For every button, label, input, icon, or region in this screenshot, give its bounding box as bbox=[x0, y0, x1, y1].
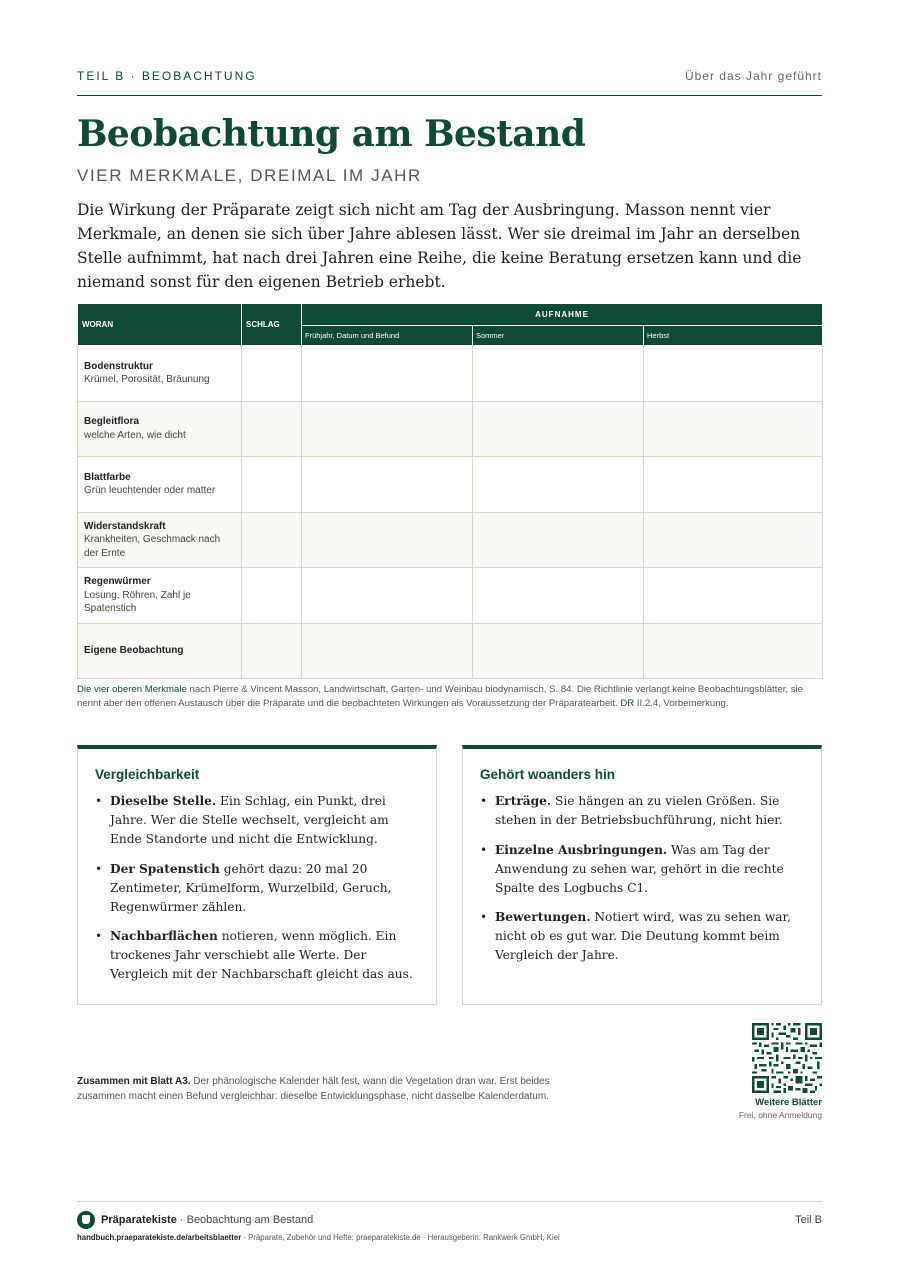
column-header-schlag: SCHLAG bbox=[242, 304, 302, 346]
row-description: Losung, Röhren, Zahl je Spatenstich bbox=[84, 589, 191, 614]
footer-url[interactable]: handbuch.praeparatekiste.de/arbeitsblaetter bbox=[77, 1233, 242, 1242]
bullet-list bbox=[95, 792, 418, 984]
item-lead: Dieselbe Stelle. bbox=[110, 794, 217, 808]
row-title: Eigene Beobachtung bbox=[84, 645, 184, 656]
fruehjahr-cell[interactable] bbox=[302, 346, 473, 402]
box-title: Vergleichbarkeit bbox=[95, 767, 200, 782]
herbst-cell[interactable] bbox=[644, 512, 823, 568]
footer-part: Teil B bbox=[795, 1214, 822, 1226]
row-title: Begleitflora bbox=[84, 416, 140, 428]
row-label-cell bbox=[78, 512, 242, 568]
sommer-cell[interactable] bbox=[473, 512, 644, 568]
fruehjahr-cell[interactable] bbox=[302, 568, 473, 624]
sommer-cell[interactable] bbox=[473, 346, 644, 402]
list-item bbox=[480, 908, 803, 965]
page-title: Beobachtung am Bestand bbox=[77, 113, 586, 155]
bullet-list bbox=[480, 792, 803, 965]
note-lead: Die vier oberen Merkmale bbox=[77, 684, 187, 695]
brand-name: Präparatekiste bbox=[101, 1214, 177, 1226]
row-title: Regenwürmer bbox=[84, 576, 151, 587]
row-description: Grün leuchtender oder matter bbox=[84, 485, 216, 497]
row-label-cell bbox=[78, 568, 242, 624]
item-text: Notiert wird, was zu sehen war, nicht ob es gut war. Die Deutung kommt beim Vergleich der Jahre. bbox=[495, 910, 791, 962]
schlag-cell[interactable] bbox=[242, 568, 302, 624]
schlag-cell[interactable] bbox=[242, 512, 302, 568]
schlag-cell[interactable] bbox=[242, 457, 302, 513]
item-lead: Bewertungen. bbox=[495, 910, 591, 924]
herbst-cell[interactable] bbox=[644, 346, 823, 402]
herbst-cell[interactable] bbox=[644, 401, 823, 457]
table-row bbox=[78, 623, 823, 679]
note-lead: Zusammen mit Blatt A3. bbox=[77, 1076, 191, 1087]
intro-paragraph: Die Wirkung der Präparate zeigt sich nicht am Tag der Ausbringung. Masson nennt vier Merkmale, an denen sie sich über Jahre ablesen lässt. Wer sie dreimal im Jahr an derselben Stelle aufnimmt, hat nach drei Jahren eine Reihe, die keine Beratung ersetzen kann und die niemand sonst für den eigenen Betrieb erhebt. bbox=[77, 201, 802, 291]
row-label-cell bbox=[78, 623, 242, 679]
footer-doc-title: · Beobachtung am Bestand bbox=[176, 1214, 314, 1226]
sommer-cell[interactable] bbox=[473, 623, 644, 679]
footer-meta-text: · Präparate, Zubehör und Hefte: praeparatekiste.de · Herausgeberin: Rankwerk GmbH, Kiel bbox=[241, 1233, 560, 1242]
schlag-cell[interactable] bbox=[242, 623, 302, 679]
fruehjahr-cell[interactable] bbox=[302, 623, 473, 679]
sommer-cell[interactable] bbox=[473, 401, 644, 457]
item-text: notieren, wenn möglich. Ein trockenes Jahr verschiebt alle Werte. Der Vergleich mit der Nachbarschaft gleicht das aus. bbox=[110, 929, 413, 981]
section-label: TEIL B · BEOBACHTUNG bbox=[77, 69, 257, 83]
fruehjahr-cell[interactable] bbox=[302, 512, 473, 568]
item-text: gehört dazu: 20 mal 20 Zentimeter, Krümelform, Wurzelbild, Geruch, Regenwürmer zählen. bbox=[110, 861, 392, 914]
list-item bbox=[480, 792, 803, 830]
table-row bbox=[78, 512, 823, 568]
footer-meta bbox=[77, 1233, 560, 1242]
page-subtitle: VIER MERKMALE, DREIMAL IM JAHR bbox=[77, 166, 422, 185]
sommer-cell[interactable] bbox=[473, 457, 644, 513]
table-row bbox=[78, 401, 823, 457]
belongs-elsewhere-box bbox=[462, 745, 822, 1005]
row-title: Blattfarbe bbox=[84, 471, 131, 483]
item-text: Was am Tag der Anwendung zu sehen war, gehört in die rechte Spalte des Logbuchs C1. bbox=[495, 842, 784, 895]
fruehjahr-cell[interactable] bbox=[302, 401, 473, 457]
schlag-cell[interactable] bbox=[242, 346, 302, 402]
row-label-cell bbox=[78, 401, 242, 457]
row-label-cell bbox=[78, 457, 242, 513]
note-ref-text: II.2.4, Vorbemerkung. bbox=[634, 697, 729, 709]
row-description: Krümel, Porosität, Bräunung bbox=[84, 374, 210, 386]
observation-table bbox=[77, 303, 823, 679]
footer-divider bbox=[77, 1201, 822, 1202]
list-item bbox=[480, 841, 803, 898]
column-header-woran: WORAN bbox=[78, 304, 242, 346]
table-row bbox=[78, 457, 823, 513]
cross-reference-note bbox=[77, 1074, 577, 1104]
item-lead: Der Spatenstich bbox=[110, 861, 220, 876]
row-label-cell bbox=[78, 346, 242, 402]
qr-sublabel: Frei, ohne Anmeldung bbox=[738, 1110, 822, 1120]
list-item bbox=[95, 927, 418, 984]
item-text: Sie hängen an zu vielen Größen. Sie stehen in der Betriebsbuchführung, nicht hier. bbox=[495, 794, 783, 827]
column-header-herbst: Herbst bbox=[644, 326, 823, 346]
schlag-cell[interactable] bbox=[242, 401, 302, 457]
header-tagline: Über das Jahr geführt bbox=[684, 69, 822, 83]
column-header-aufnahme: AUFNAHME bbox=[302, 304, 823, 326]
row-title: Bodenstruktur bbox=[84, 360, 153, 372]
list-item bbox=[95, 792, 418, 849]
item-lead: Nachbarflächen bbox=[110, 929, 218, 943]
box-title: Gehört woanders hin bbox=[480, 767, 616, 782]
item-lead: Einzelne Ausbringungen. bbox=[495, 842, 668, 857]
row-title: Widerstandskraft bbox=[84, 520, 166, 532]
qr-code-icon[interactable] bbox=[752, 1023, 822, 1093]
table-row bbox=[78, 568, 823, 624]
note-text: Der phänologische Kalender hält fest, wann die Vegetation dran war. Erst beides zusammen macht einen Befund vergleichbar: dieselbe Entwicklungsphase, nicht dasselbe Kalenderdatum. bbox=[77, 1076, 550, 1102]
note-text: nach Pierre & Vincent Masson, Landwirtschaft, Garten- und Weinbau biodynamisch, S. 84. Die Richtlinie verlangt keine Beobachtungsblätter, sie nennt aber den offenen Austausch über die Präparate und die beobachteten Wirkungen als Voraussetzung der Präparatearbeit. bbox=[77, 684, 803, 709]
item-lead: Erträge. bbox=[495, 794, 552, 808]
column-header-sommer: Sommer bbox=[473, 326, 644, 346]
item-text: Ein Schlag, ein Punkt, drei Jahre. Wer die Stelle wechselt, vergleicht am Ende Standorte und nicht die Entwicklung. bbox=[110, 794, 389, 846]
table-row bbox=[78, 346, 823, 402]
column-header-fruehjahr: Frühjahr, Datum und Befund bbox=[302, 326, 473, 346]
comparability-box bbox=[77, 745, 437, 1005]
footer bbox=[77, 1211, 822, 1229]
row-description: welche Arten, wie dicht bbox=[84, 429, 186, 441]
fruehjahr-cell[interactable] bbox=[302, 457, 473, 513]
list-item bbox=[95, 860, 418, 917]
row-description: Krankheiten, Geschmack nach der Ernte bbox=[84, 534, 221, 559]
herbst-cell[interactable] bbox=[644, 457, 823, 513]
herbst-cell[interactable] bbox=[644, 623, 823, 679]
note-ref: DR bbox=[620, 697, 635, 709]
herbst-cell[interactable] bbox=[644, 568, 823, 624]
running-header bbox=[77, 69, 822, 96]
sommer-cell[interactable] bbox=[473, 568, 644, 624]
qr-label: Weitere Blätter bbox=[755, 1097, 822, 1108]
footer-brand bbox=[77, 1211, 313, 1229]
source-note bbox=[77, 683, 825, 710]
brand-logo-icon bbox=[77, 1211, 95, 1229]
